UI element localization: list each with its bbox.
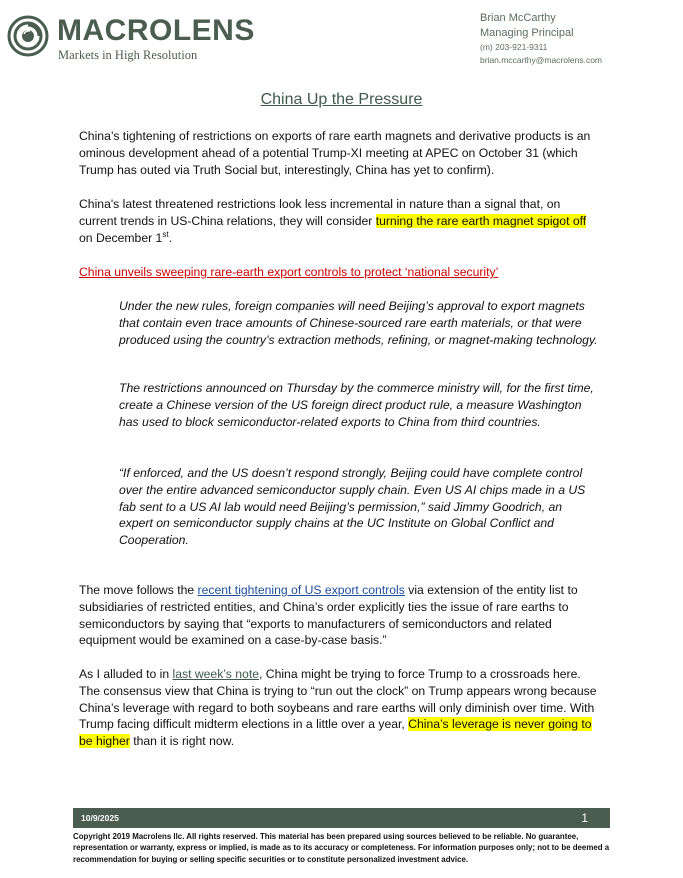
quote-paragraph: The restrictions announced on Thursday by the commerce ministry will, for the first time, create a Chinese version of the US foreign direct product rule, a measure Washington has used to block semiconductor-related exports to China from third countries. bbox=[119, 381, 594, 429]
paragraph-export-controls bbox=[79, 582, 599, 649]
quote-paragraph: “If enforced, and the US doesn’t respond strongly, Beijing could have complete control over the entire advanced semiconductor supply chain. Even US AI chips made in a US fab sent to a US AI lab would need Beijing’s permission,” said Jimmy Goodrich, an expert on semiconductor supply chains at the UC Institute on Global Conflict and Cooperation. bbox=[119, 466, 586, 548]
paragraph-intro: China’s tightening of restrictions on exports of rare earth magnets and derivative products is an ominous development ahead of a potential Trump-XI meeting at APEC on October 31 (which Trump has outed via Truth Social but, interestingly, China has yet to confirm). bbox=[79, 129, 591, 177]
contact-title: Managing Principal bbox=[480, 27, 574, 39]
paragraph-text: China's latest threatened restrictions look less incremental in nature than a signal that, on current trends in US-China relations, they will consider bbox=[79, 197, 561, 228]
paragraph-text: . bbox=[168, 230, 172, 245]
footer-date: 10/9/2025 bbox=[81, 813, 119, 823]
article-link-line bbox=[79, 264, 599, 281]
superscript: st bbox=[162, 229, 169, 239]
highlighted-text: turning the rare earth magnet spigot off bbox=[375, 213, 587, 228]
lens-logo-icon bbox=[7, 15, 49, 57]
last-week-note-link[interactable]: last week’s note bbox=[172, 667, 259, 681]
contact-email[interactable]: brian.mccarthy@macrolens.com bbox=[480, 55, 602, 65]
contact-phone: (m) 203-921-9311 bbox=[480, 42, 548, 52]
company-logo bbox=[7, 12, 267, 64]
contact-name: Brian McCarthy bbox=[480, 12, 556, 24]
brand-tagline: Markets in High Resolution bbox=[58, 48, 198, 62]
paragraph-text: The move follows the bbox=[79, 583, 198, 597]
paragraph-text: on December 1 bbox=[79, 230, 163, 245]
paragraph-restrictions bbox=[79, 196, 599, 246]
paragraph-text: , China might be trying to force Trump to a crossroads here. The consensus view that China is trying to “run out the clock” on Trump appears wrong because China’s leverage with regard to both soybeans and rare earths will only diminish over time. With Trump facing difficult midterm elections in a little over a year, bbox=[79, 667, 597, 732]
paragraph-leverage bbox=[79, 666, 599, 750]
quote-paragraph: Under the new rules, foreign companies will need Beijing’s approval to export magnets that contain even trace amounts of Chinese-sourced rare earth materials, or that were produced using the country’s extraction methods, refining, or magnet-making technology. bbox=[119, 299, 598, 347]
paragraph-text: As I alluded to in bbox=[79, 667, 173, 681]
copyright-disclaimer: Copyright 2019 Macrolens llc. All rights reserved. This material has been prepared using sources believed to be reliable. No guarantee, representation or warranty, express or implied, is made as to its accuracy or completeness. For information purposes only; not to be deemed a recommendation for buying or selling specific securities or to constitute personalized investment advice. bbox=[73, 832, 610, 864]
page-number: 1 bbox=[581, 811, 588, 825]
highlighted-text: China’s leverage is never going to be higher bbox=[79, 717, 592, 749]
footer-bar bbox=[73, 808, 610, 828]
brand-name: MACROLENS bbox=[57, 14, 255, 47]
document-title: China Up the Pressure bbox=[260, 91, 423, 108]
paragraph-text: than it is right now. bbox=[129, 734, 235, 749]
article-link[interactable]: China unveils sweeping rare-earth export controls to protect ‘national security’ bbox=[79, 265, 499, 279]
paragraph-text: via extension of the entity list to subsidiaries of restricted entities, and China’s order explicitly ties the issue of rare earths to semiconductors by saying that “exports to manufacturers of semiconductors and related equipment would be examined on a case-by-case basis.” bbox=[79, 583, 578, 648]
export-controls-link[interactable]: recent tightening of US export controls bbox=[197, 583, 405, 597]
contact-block bbox=[480, 11, 602, 67]
